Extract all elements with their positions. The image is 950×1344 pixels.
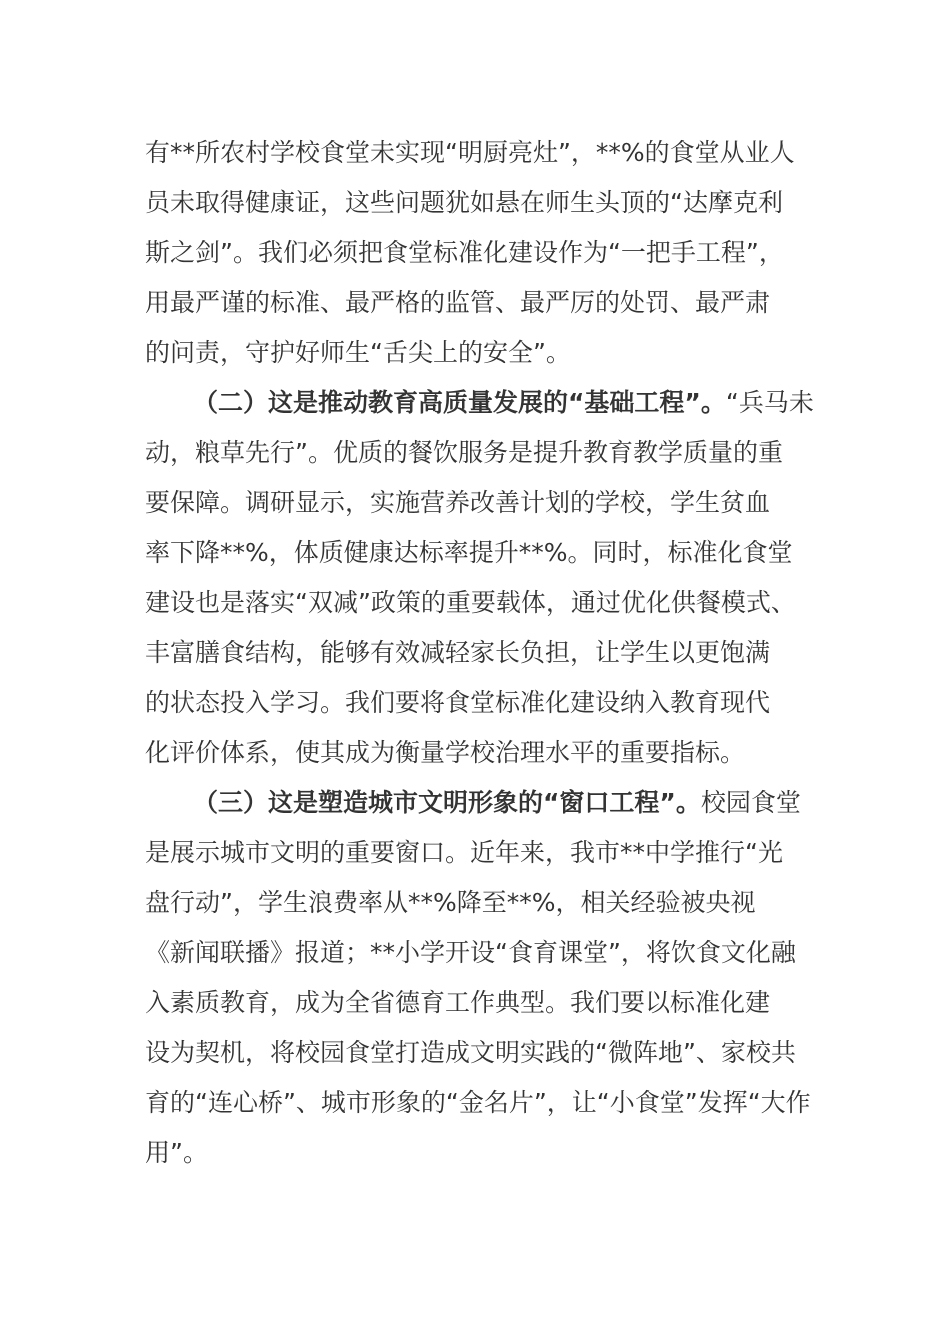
text-line: 是展示城市文明的重要窗口。近年来，我市**中学推行“光: [145, 838, 783, 867]
paragraph-first-line: [145, 378, 814, 428]
text-line: 员未取得健康证，这些问题犹如悬在师生头顶的“达摩克利: [145, 188, 783, 217]
section-heading: （三）这是塑造城市文明形象的“窗口工程”。: [193, 788, 701, 817]
text-run: 校园食堂: [700, 788, 801, 817]
text-line: 用最严谨的标准、最严格的监管、最严厉的处罚、最严肃: [145, 288, 771, 317]
text-line: 要保障。调研显示，实施营养改善计划的学校，学生贫血: [145, 488, 771, 517]
text-line: 的状态投入学习。我们要将食堂标准化建设纳入教育现代: [145, 688, 771, 717]
text-line: 《新闻联播》报道；**小学开设“食育课堂”，将饮食文化融: [145, 938, 796, 967]
text-run: “兵马未: [725, 388, 814, 417]
body-text: [145, 128, 814, 1178]
text-line: 斯之剑”。我们必须把食堂标准化建设作为“一把手工程”，: [145, 238, 784, 267]
text-line: 的问责，守护好师生“舌尖上的安全”。: [145, 338, 571, 367]
text-line: 建设也是落实“双减”政策的重要载体，通过优化供餐模式、: [145, 588, 796, 617]
text-line: 率下降**%，体质健康达标率提升**%。同时，标准化食堂: [145, 538, 793, 567]
text-line: 用”。: [145, 1138, 208, 1167]
text-line: 化评价体系，使其成为衡量学校治理水平的重要指标。: [145, 738, 746, 767]
section-heading: （二）这是推动教育高质量发展的“基础工程”。: [193, 388, 726, 417]
paragraph-1: [145, 128, 807, 378]
text-line: 设为契机，将校园食堂打造成文明实践的“微阵地”、家校共: [145, 1038, 796, 1067]
text-line: 动，粮草先行”。优质的餐饮服务是提升教育教学质量的重: [145, 438, 783, 467]
paragraph-3: [145, 778, 811, 1178]
text-line: 盘行动”，学生浪费率从**%降至**%，相关经验被央视: [145, 888, 756, 917]
text-line: 有**所农村学校食堂未实现“明厨亮灶”，**%的食堂从业人: [145, 138, 795, 167]
text-line: 丰富膳食结构，能够有效减轻家长负担，让学生以更饱满: [145, 638, 771, 667]
text-line: 育的“连心桥”、城市形象的“金名片”，让“小食堂”发挥“大作: [145, 1088, 811, 1117]
paragraph-2: [145, 378, 814, 778]
paragraph-first-line: [145, 778, 807, 828]
text-line: 入素质教育，成为全省德育工作典型。我们要以标准化建: [145, 988, 771, 1017]
